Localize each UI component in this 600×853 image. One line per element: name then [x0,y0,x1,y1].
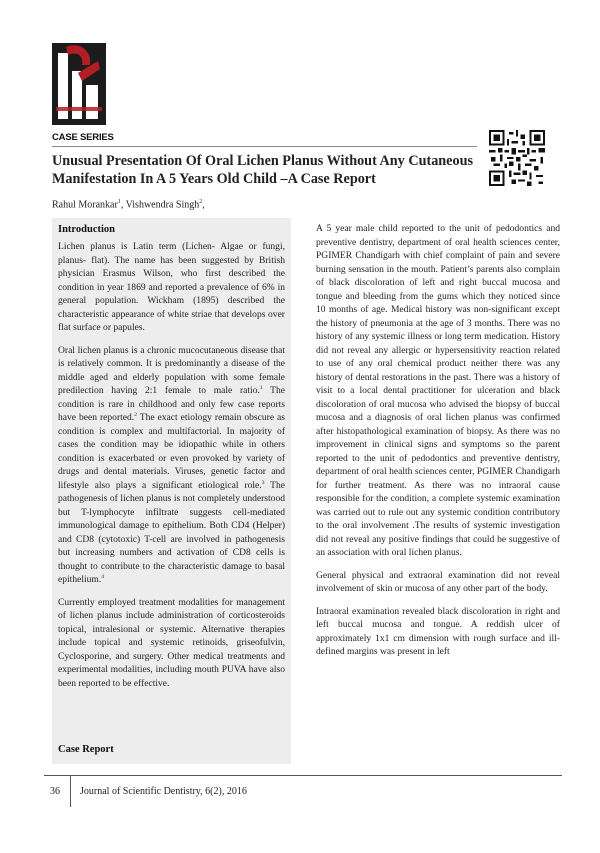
paragraph: Intraoral examination revealed black discoloration in right and left buccal mucosa and tongue. A reddish ulcer of approximately 1x1 cm dimension with rough surface and ill-defined margins was present in left [316,605,560,657]
section-heading-introduction: Introduction [58,224,115,235]
footer-separator [70,775,71,807]
journal-citation: Journal of Scientific Dentistry, 6(2), 2016 [80,786,247,797]
author-name: Vishwendra Singh [125,199,200,211]
section-heading-case-report: Case Report [58,744,114,755]
citation: 4 [101,573,104,580]
article-title: Unusual Presentation Of Oral Lichen Planus Without Any Cutaneous Manifestation In A 5 Years Old Child –A Case Report [52,153,473,187]
left-column [52,218,291,764]
paragraph: Lichen planus is Latin term (Lichen- Algae or fungi, planus- flat). The name has been suggested by British physician Erasmus Wilson, who first described the condition in year 1869 and reported a prevalence of 6% in general population. Wickham (1895) described the characteristic appearance of white striae that develops over flat surface or papules. [58,241,285,333]
paragraph: A 5 year male child reported to the unit of pedodontics and preventive dentistry, department of oral health sciences center, PGIMER Chandigarh with chief complaint of pain and severe burning sensation in the mouth. Patient’s parents also complain of black discoloration of left and right buccal mucosa and tongue and bleeding from the gums which they noticed since 10 months of age. Medical history was non-significant except the history of pneumonia at the age of 3 months. There was no history of any systemic illness or long term medication. History did not reveal any allergic or hypersensitivity reaction related to use of any oral chemical product neither there was any history of dental restorations in the past. There was a history of visit to a local dental practitioner for ulceration and black discoloration of oral mucosa who advised the biopsy of buccal mucosa and a diagnosis of oral lichen planus was confirmed after histopathological examination of biopsy. As there was no improvement in clinical signs and symptoms so the parent reported to the unit of pedodontics and preventive dentistry, department of oral health sciences center, PGIMER Chandigarh for further treatment. As there was no intraoral cause responsible for the condition, a complete systemic examination was carried out to rule out any systemic condition contributory to the oral involvement .The results of systemic investigation did not reveal any positive findings that could be suggestive of an association with oral lichen planus. [316,223,560,558]
qr-code [489,130,545,186]
paragraph: General physical and extraoral examination did not reveal involvement of skin or mucosa of any other part of the body. [316,569,560,594]
journal-logo [52,43,106,125]
paragraph: Oral lichen planus is a chronic mucocutaneous disease that is relatively common. It is predominantly a disease of the middle aged and elderly population with some female predilection having 2:1 female to male ratio.$^1$ The condition is rare in childhood and only few case reports have been reported.$^2$ The exact etiology remain obscure as condition is complex and multifactorial. In majority of cases the condition may be idiopathic while in others condition is exacerbated or even provoked by variety of drugs and dental materials. Viruses, genetic factor and lifestyle also plays a significant etiological role.$^3$ The pathogenesis of lichen planus is not completely understood but T-lymphocyte infiltrate suggests cell-mediated immunological damage to epithelium. Both CD4 (Helper) and CD8 (cytotoxic) T-cell are involved in pathogenesis but increasing numbers and activation of CD8 cells is thought to contribute to the characteristic damage to basal epithelium.$^4$ [58,344,285,585]
paragraph: Currently employed treatment modalities for management of lichen planus include administration of corticosteroids topical, intralesional or systemic. Alternative therapies include topical and systemic retinoids, griseofulvin, Cyclosporine, and surgery. Other medical treatments and experimental modalities, including mouth PUVA have also been reported to be effective. [58,596,285,689]
author-affiliation: 2 [199,199,203,205]
section-divider [52,146,477,147]
citation: 3 [261,479,265,486]
footer-divider [44,775,562,776]
citation: 1 [259,384,263,391]
right-column [316,222,560,668]
citation: 2 [134,411,137,418]
page-number: 36 [50,786,60,797]
author-line: Rahul Morankar$^1$, Vishwendra Singh$^2$, [52,199,205,211]
author-affiliation: 1 [117,199,121,205]
author-name: Rahul Morankar [52,199,118,211]
section-label: CASE SERIES [52,132,114,143]
